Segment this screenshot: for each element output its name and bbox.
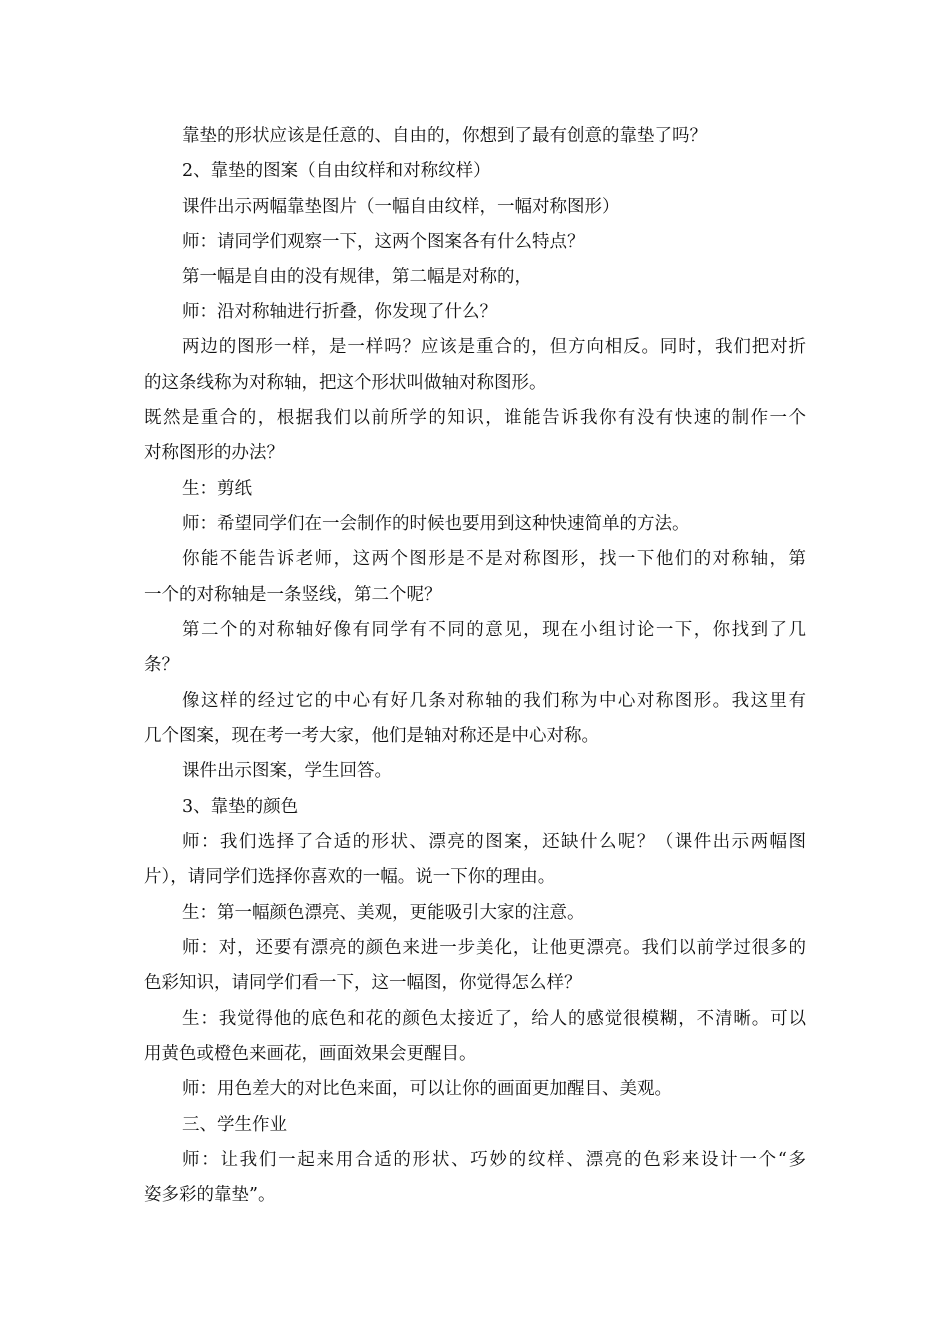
text-line: 生：我觉得他的底色和花的颜色太接近了，给人的感觉很模糊，不清晰。可以 xyxy=(182,1009,806,1029)
text-line: 你能不能告诉老师，这两个图形是不是对称图形，找一下他们的对称轴，第 xyxy=(182,549,806,569)
text-line: 生：剪纸 xyxy=(182,479,252,499)
text-line: 师：用色差大的对比色来面，可以让你的画面更加醒目、美观。 xyxy=(182,1079,672,1099)
text-line: 用黄色或橙色来画花，画面效果会更醒目。 xyxy=(144,1044,477,1064)
text-line: 色彩知识，请同学们看一下，这一幅图，你觉得怎么样？ xyxy=(144,973,582,993)
text-line: 师：沿对称轴进行折叠，你发现了什么？ xyxy=(182,302,497,322)
text-line: 第二个的对称轴好像有同学有不同的意见，现在小组讨论一下，你找到了几 xyxy=(182,620,806,640)
text-line: 片），请同学们选择你喜欢的一幅。说一下你的理由。 xyxy=(144,867,556,887)
text-line: 像这样的经过它的中心有好几条对称轴的我们称为中心对称图形。我这里有 xyxy=(182,691,806,711)
section-heading: 三、学生作业 xyxy=(182,1115,287,1135)
text-line: 一个的对称轴是一条竖线，第二个呢？ xyxy=(144,585,442,605)
text-line: 课件出示图案，学生回答。 xyxy=(182,761,392,781)
text-line: 对称图形的办法？ xyxy=(144,443,284,463)
text-line: 课件出示两幅靠垫图片（一幅自由纹样，一幅对称图形） xyxy=(182,197,620,217)
section-heading: 2、靠垫的图案（自由纹样和对称纹样） xyxy=(182,161,491,181)
text-line: 师：对，还要有漂亮的颜色来进一步美化，让他更漂亮。我们以前学过很多的 xyxy=(182,938,806,958)
text-line: 姿多彩的靠垫”。 xyxy=(144,1185,276,1205)
text-line: 第一幅是自由的没有规律，第二幅是对称的， xyxy=(182,267,532,287)
text-line: 既然是重合的，根据我们以前所学的知识，谁能告诉我你有没有快速的制作一个 xyxy=(144,408,806,428)
text-line: 师：请同学们观察一下，这两个图案各有什么特点？ xyxy=(182,232,585,252)
text-line: 两边的图形一样，是一样吗？应该是重合的，但方向相反。同时，我们把对折 xyxy=(182,337,806,357)
text-line: 师：让我们一起来用合适的形状、巧妙的纹样、漂亮的色彩来设计一个“多 xyxy=(182,1150,806,1170)
text-line: 师：希望同学们在一会制作的时候也要用到这种快速简单的方法。 xyxy=(182,514,690,534)
text-line: 条？ xyxy=(144,655,179,675)
text-line: 几个图案，现在考一考大家，他们是轴对称还是中心对称。 xyxy=(144,726,599,746)
section-heading: 3、靠垫的颜色 xyxy=(182,797,299,817)
text-line: 师：我们选择了合适的形状、漂亮的图案，还缺什么呢？（课件出示两幅图 xyxy=(182,832,806,852)
text-line: 靠垫的形状应该是任意的、自由的，你想到了最有创意的靠垫了吗？ xyxy=(182,126,707,146)
text-line: 生：第一幅颜色漂亮、美观，更能吸引大家的注意。 xyxy=(182,903,585,923)
text-line: 的这条线称为对称轴，把这个形状叫做轴对称图形。 xyxy=(144,373,547,393)
